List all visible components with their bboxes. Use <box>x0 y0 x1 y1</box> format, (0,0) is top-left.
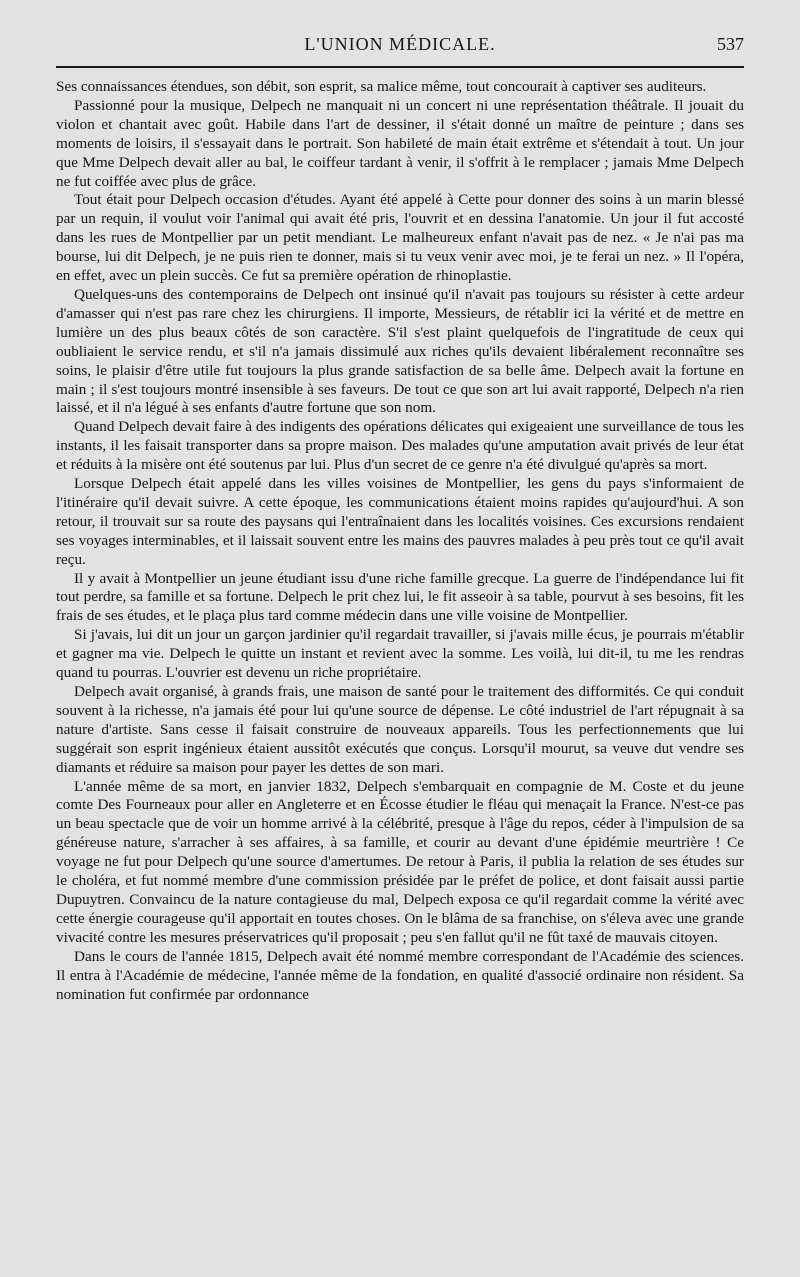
paragraph: Il y avait à Montpellier un jeune étudiant issu d'une riche famille grecque. La guerre de l'indépendance lui fit tout perdre, sa famille et sa fortune. Delpech le prit chez lui, le fit asseoir à sa table, pourvut à ses besoins, fit les frais de ses études, et le plaça plus tard comme médecin dans une ville voisine de Montpellier. <box>56 569 744 625</box>
paragraph: Lorsque Delpech était appelé dans les villes voisines de Montpellier, les gens du pays s'informaient de l'itinéraire qu'il devait suivre. A cette époque, les communications étaient moins rapides qu'aujourd'hui. A son retour, il trouvait sur sa route des paysans qui l'entraînaient dans les localités voisines. Ces excursions rendaient ses voyages interminables, et il laissait souvent entre les mains des pauvres malades à peu près tout ce qu'il avait reçu. <box>56 475 744 568</box>
paragraph: Tout était pour Delpech occasion d'études. Ayant été appelé à Cette pour donner des soins à un marin blessé par un requin, il voulut voir l'animal qui avait été pris, l'ouvrit et en dessina l'anatomie. Un jour il fut accosté dans les rues de Montpellier par un petit mendiant. Le malheureux enfant n'avait pas de nez. « Je n'ai pas ma bourse, lui dit Delpech, je ne puis rien te donner, mais si tu veux venir avec moi, je te ferai un nez. » Il l'opéra, en effet, avec un plein succès. Ce fut sa première opération de rhinoplastie. <box>56 191 744 285</box>
paragraph: L'année même de sa mort, en janvier 1832, Delpech s'embarquait en compagnie de M. Coste et du jeune comte Des Fourneaux pour aller en Angleterre et en Écosse étudier le fléau qui menaçait la France. N'est-ce pas un beau spectacle que de voir un homme arrivé à la célébrité, presque à l'âge du repos, céder à l'impulsion de sa généreuse nature, s'arracher à ses affaires, à sa famille, et courir au devant d'une épidémie meurtrière ! Ce voyage ne fut pour Delpech qu'une source d'amertumes. De retour à Paris, il publia la relation de ses études sur le choléra, et fut nommé membre d'une commission présidée par le préfet de police, et dont faisait aussi partie Dupuytren. Convaincu de la nature contagieuse du mal, Delpech exposa ce qu'il regardait comme la vérité avec cette énergie courageuse qu'il apportait en toutes choses. On le blâma de sa franchise, on s'éleva avec une grande vivacité contre les mesures préservatrices qu'il proposait ; peu s'en fallut qu'il ne fût taxé de mauvais citoyen. <box>56 777 744 946</box>
paragraph: Ses connaissances étendues, son débit, son esprit, sa malice même, tout concourait à captiver ses auditeurs. <box>56 78 707 95</box>
page-header <box>56 30 744 58</box>
paragraph: Dans le cours de l'année 1815, Delpech avait été nommé membre correspondant de l'Académie des sciences. Il entra à l'Académie de médecine, l'année même de la fondation, en qualité d'associé ordinaire non résident. Sa nomination fut confirmée par ordonnance <box>56 947 744 1003</box>
paragraph: Si j'avais, lui dit un jour un garçon jardinier qu'il regardait travailler, si j'avais mille écus, je pourrais m'établir et gagner ma vie. Delpech le quitte un instant et revient avec la somme. Les voilà, lui dit-il, tu me les rendras quand tu pourras. L'ouvrier est devenu un riche propriétaire. <box>56 626 744 682</box>
page-number: 537 <box>717 34 744 54</box>
paragraph: Quelques-uns des contemporains de Delpech ont insinué qu'il n'avait pas toujours su résister à cette ardeur d'amasser qui n'est pas rare chez les chirurgiens. Il importe, Messieurs, de rétablir ici la vérité et de mettre en lumière un des plus beaux côtés de son caractère. S'il s'est plaint quelquefois de l'ingratitude de ceux qui oubliaient le service rendu, et s'il n'a jamais dissimulé aux riches qu'ils devaient libéralement reconnaître ses soins, le plaisir d'être utile fut toujours la plus grande satisfaction de sa belle âme. Delpech avait la fortune en main ; il s'est toujours montré insensible à ses faveurs. De tout ce que son art lui avait rapporté, Delpech n'a rien laissé, et il n'a légué à ses enfants d'autre fortune que son nom. <box>56 285 744 417</box>
paragraph: Quand Delpech devait faire à des indigents des opérations délicates qui exigeaient une surveillance de tous les instants, il les faisait transporter dans sa propre maison. Des malades qu'une amputation avait privés de leur état et réduits à la misère ont été soutenus par lui. Plus d'un secret de ce genre n'a été divulgué qu'après sa mort. <box>56 418 744 474</box>
paragraph: Delpech avait organisé, à grands frais, une maison de santé pour le traitement des difformités. Ce qui conduit souvent à la richesse, n'a jamais été pour lui qu'une source de dépense. Le côté industriel de l'art répugnait à sa nature d'artiste. Sans cesse il faisait construire de nouveaux appareils. Tous les perfectionnements que lui suggérait son esprit ingénieux étaient aussitôt exécutés que conçus. Lorsqu'il mourut, sa veuve dut vendre ses diamants et réduire sa maison pour payer les dettes de son mari. <box>56 683 744 776</box>
paragraph: Passionné pour la musique, Delpech ne manquait ni un concert ni une représentation théâtrale. Il jouait du violon et chantait avec goût. Habile dans l'art de dessiner, il s'était donné un maître de peinture ; dans ses moments de loisirs, il s'essayait dans le portrait. Son habileté de main était extrême et s'étendait à tout. Un jour que Mme Delpech devait aller au bal, le coiffeur tardant à venir, il s'offrit à le remplacer ; jamais Mme Delpech ne fut coiffée avec plus de grâce. <box>56 96 744 190</box>
header-rule <box>56 66 744 68</box>
article-body <box>56 78 744 1004</box>
journal-title: L'UNION MÉDICALE. <box>304 34 496 54</box>
